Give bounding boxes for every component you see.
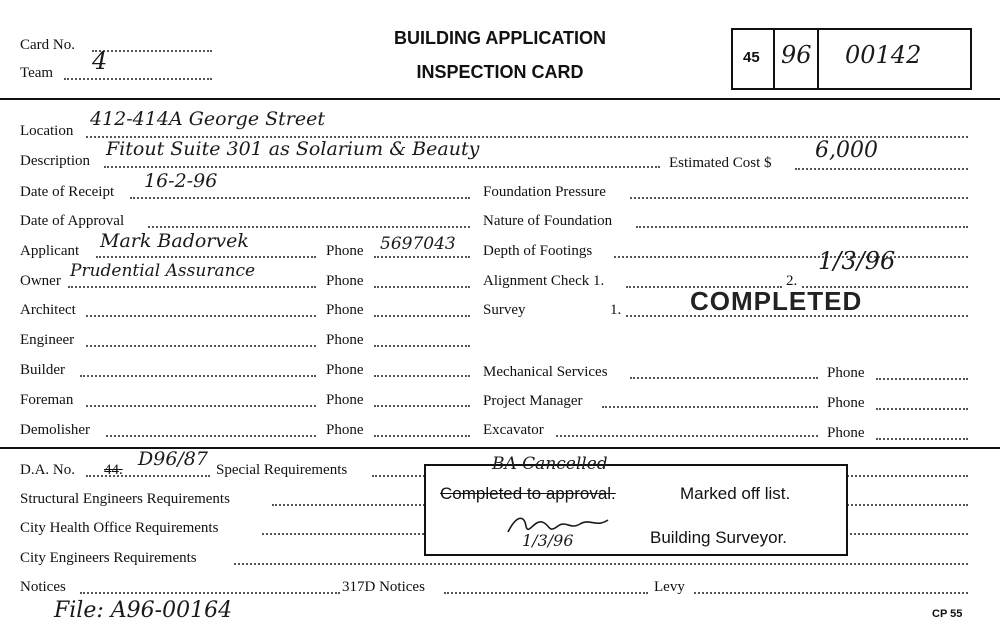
approval-stamp-box xyxy=(424,454,848,556)
demolisher-label: Demolisher xyxy=(20,422,90,438)
completed-to-approval-struck: Completed to approval. xyxy=(440,484,616,503)
architect-phone-label: Phone xyxy=(326,302,364,318)
foreman-field[interactable] xyxy=(86,405,316,407)
mechanical-services-label: Mechanical Services xyxy=(483,364,608,380)
engineer-phone-label: Phone xyxy=(326,332,364,348)
completed-stamp: COMPLETED xyxy=(690,286,863,316)
survey-label: Survey xyxy=(483,302,526,318)
foreman-label: Foreman xyxy=(20,392,74,408)
da-no-value: D96/87 xyxy=(138,448,208,470)
project-manager-phone-label: Phone xyxy=(827,395,865,411)
demolisher-phone-field[interactable] xyxy=(374,435,470,437)
applicant-phone-value: 5697043 xyxy=(380,234,456,254)
marked-off-list-text: Marked off list. xyxy=(680,484,791,503)
nature-of-foundation-label: Nature of Foundation xyxy=(483,213,613,229)
nature-of-foundation-field[interactable] xyxy=(636,226,968,228)
foundation-pressure-label: Foundation Pressure xyxy=(483,184,606,200)
owner-label: Owner xyxy=(20,273,61,289)
engineer-phone-field[interactable] xyxy=(374,345,470,347)
architect-label: Architect xyxy=(20,302,76,318)
owner-value: Prudential Assurance xyxy=(70,261,256,281)
demolisher-phone-label: Phone xyxy=(326,422,364,438)
notices-317d-field[interactable] xyxy=(444,592,648,594)
date-of-receipt-label: Date of Receipt xyxy=(20,184,115,200)
da-no-label: D.A. No. xyxy=(20,462,75,478)
estimated-cost-value: 6,000 xyxy=(815,138,878,163)
excavator-phone-field[interactable] xyxy=(876,438,968,440)
special-requirements-label: Special Requirements xyxy=(216,462,348,478)
architect-phone-field[interactable] xyxy=(374,315,470,317)
card-number-prefix: 45 xyxy=(743,49,760,66)
foreman-phone-label: Phone xyxy=(326,392,364,408)
depth-of-footings-field[interactable] xyxy=(614,256,968,258)
date-of-receipt-value: 16-2-96 xyxy=(144,170,218,192)
card-no-label: Card No. xyxy=(20,37,75,53)
excavator-field[interactable] xyxy=(556,435,818,437)
demolisher-field[interactable] xyxy=(106,435,316,437)
location-value: 412-414A George Street xyxy=(90,108,325,130)
team-field[interactable] xyxy=(64,78,212,80)
engineer-label: Engineer xyxy=(20,332,75,348)
team-label: Team xyxy=(20,65,54,81)
owner-phone-label: Phone xyxy=(326,273,364,289)
applicant-label: Applicant xyxy=(20,243,80,259)
estimated-cost-field[interactable] xyxy=(795,168,968,170)
project-manager-field[interactable] xyxy=(602,406,818,408)
owner-phone-field[interactable] xyxy=(374,286,470,288)
title-line-2: INSPECTION CARD xyxy=(416,62,584,82)
location-label: Location xyxy=(20,123,74,139)
foundation-pressure-field[interactable] xyxy=(630,197,968,199)
applicant-phone-label: Phone xyxy=(326,243,364,259)
notices-label: Notices xyxy=(20,579,66,595)
card-number-serial: 00142 xyxy=(845,41,922,69)
city-engineers-label: City Engineers Requirements xyxy=(20,550,197,566)
builder-label: Builder xyxy=(20,362,65,378)
project-manager-label: Project Manager xyxy=(483,393,583,409)
building-surveyor-text: Building Surveyor. xyxy=(650,528,788,547)
mechanical-services-phone-label: Phone xyxy=(827,365,865,381)
description-label: Description xyxy=(20,153,90,169)
city-health-label: City Health Office Requirements xyxy=(20,520,219,536)
engineer-field[interactable] xyxy=(86,345,316,347)
foreman-phone-field[interactable] xyxy=(374,405,470,407)
title-line-1: BUILDING APPLICATION xyxy=(394,28,606,48)
date-of-approval-label: Date of Approval xyxy=(20,213,125,229)
file-note: File: A96-00164 xyxy=(54,598,233,623)
depth-of-footings-label: Depth of Footings xyxy=(483,243,593,259)
levy-label: Levy xyxy=(654,579,685,595)
survey-1-label: 1. xyxy=(610,302,622,318)
date-of-receipt-field[interactable] xyxy=(130,197,470,199)
special-requirements-value: BA Cancelled xyxy=(492,454,608,474)
alignment-check-label: Alignment Check 1. xyxy=(483,273,605,289)
builder-phone-field[interactable] xyxy=(374,375,470,377)
description-field[interactable] xyxy=(104,166,660,168)
levy-field[interactable] xyxy=(694,592,968,594)
header-divider xyxy=(0,98,1000,100)
project-manager-phone-field[interactable] xyxy=(876,408,968,410)
excavator-label: Excavator xyxy=(483,422,544,438)
card-no-field[interactable] xyxy=(92,50,212,52)
team-value: 4 xyxy=(92,47,108,75)
builder-field[interactable] xyxy=(80,375,316,377)
city-engineers-field[interactable] xyxy=(234,563,968,565)
builder-phone-label: Phone xyxy=(326,362,364,378)
notices-317d-label: 317D Notices xyxy=(342,579,425,595)
date-of-approval-field[interactable] xyxy=(148,226,470,228)
mechanical-services-field[interactable] xyxy=(630,377,818,379)
signature-date: 1/3/96 xyxy=(522,531,574,550)
alignment-check-2-value: 1/3/96 xyxy=(818,247,896,275)
notices-field[interactable] xyxy=(80,592,340,594)
card-number-box xyxy=(731,28,972,90)
excavator-phone-label: Phone xyxy=(827,425,865,441)
applicant-field[interactable] xyxy=(96,256,316,258)
architect-field[interactable] xyxy=(86,315,316,317)
applicant-phone-field[interactable] xyxy=(374,256,470,258)
form-code: CP 55 xyxy=(932,608,963,620)
alignment-check-2-label: 2. xyxy=(786,273,798,289)
description-value: Fitout Suite 301 as Solarium & Beauty xyxy=(106,138,480,160)
applicant-value: Mark Badorvek xyxy=(100,230,249,252)
owner-field[interactable] xyxy=(68,286,316,288)
da-no-struck-value: 44. xyxy=(104,462,123,478)
card-number-year: 96 xyxy=(781,41,812,69)
estimated-cost-label: Estimated Cost $ xyxy=(669,155,772,171)
structural-engineers-label: Structural Engineers Requirements xyxy=(20,491,230,507)
mechanical-services-phone-field[interactable] xyxy=(876,378,968,380)
